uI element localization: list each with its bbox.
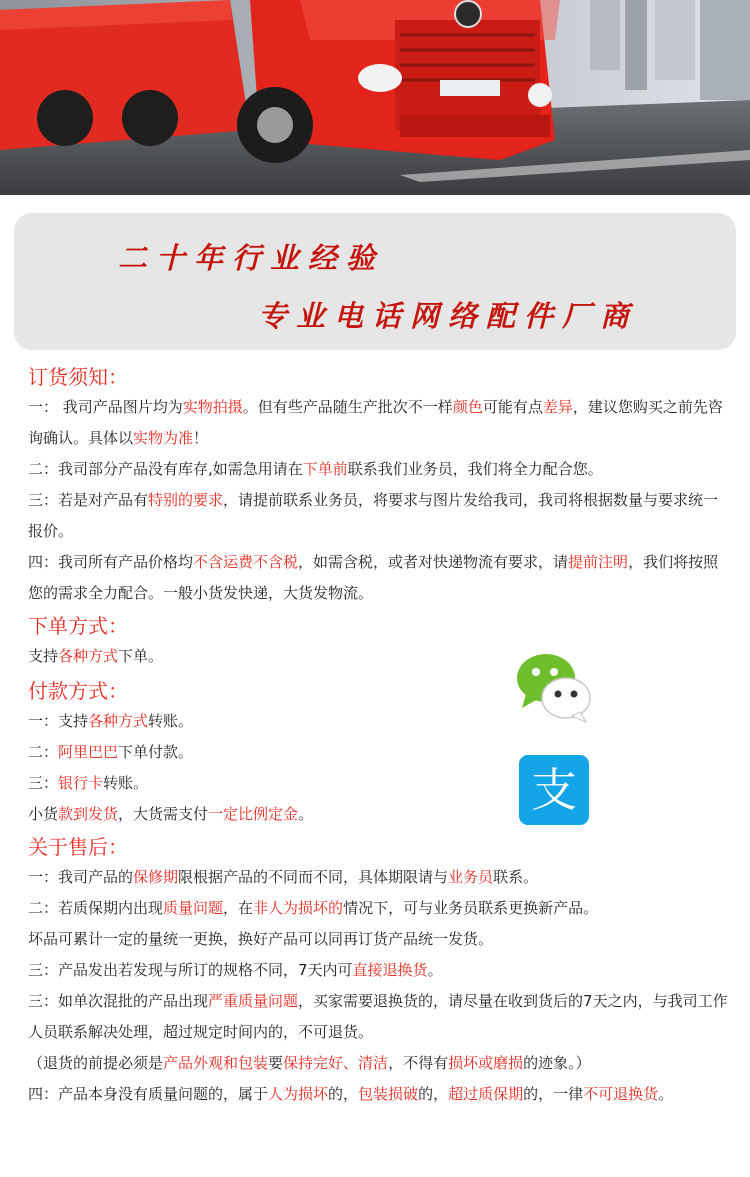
alipay-icon: 支: [519, 755, 589, 825]
order-notice-3: 三：若是对产品有特别的要求，请提前联系业务员，将要求与图片发给我司，我司将根据数量与要求统一报价。: [28, 491, 719, 540]
after-sales-1: 一：我司产品的保修期限根据产品的不同而不同，具体期限请与业务员联系。: [28, 868, 539, 886]
truck-illustration: [0, 0, 750, 195]
payment-method-3: 三：银行卡转账。: [28, 774, 149, 792]
order-notice-4: 四：我司所有产品价格均不含运费不含税，如需含税，或者对快递物流有要求，请提前注明，我们将按照您的需求全力配合。一般小货发快递，大货发物流。: [28, 553, 719, 602]
after-sales-7: 四：产品本身没有质量问题的，属于人为损坏的，包装损破的，超过质保期的，一律不可退换货。: [28, 1085, 674, 1103]
ordering-method-1: 支持各种方式下单。: [28, 647, 164, 665]
order-notice-1: 一： 我司产品图片均为实物拍摄。但有些产品随生产批次不一样颜色可能有点差异，建议您购买之前先咨询确认。具体以实物为准！: [28, 398, 723, 447]
after-sales-3: 坏品可累计一定的量统一更换，换好产品可以同再订货产品统一发货。: [28, 930, 494, 948]
heading-ordering-method: 下单方式：: [28, 614, 128, 638]
payment-method-4: 小货款到发货，大货需支付一定比例定金。: [28, 805, 314, 823]
after-sales-4: 三：产品发出若发现与所订的规格不同，7天内可直接退换货。: [28, 961, 443, 979]
heading-order-notice: 订货须知：: [28, 365, 128, 389]
heading-payment-method: 付款方式：: [28, 679, 128, 703]
after-sales-5: 三：如单次混批的产品出现严重质量问题，买家需要退换货的，请尽量在收到货后的7天之内，与我司工作人员联系解决处理，超过规定时间内的，不可退货。: [28, 992, 728, 1041]
hero-truck-image: [0, 0, 750, 195]
payment-method-1: 一：支持各种方式转账。: [28, 712, 194, 730]
after-sales-6: （退货的前提必须是产品外观和包装要保持完好、清洁，不得有损坏或磨损的迹象。）: [28, 1054, 591, 1072]
heading-after-sales: 关于售后：: [28, 835, 128, 859]
order-notice-2: 二：我司部分产品没有库存,如需急用请在下单前联系我们业务员，我们将全力配合您。: [28, 460, 603, 478]
payment-method-2: 二：阿里巴巴下单付款。: [28, 743, 194, 761]
notice-content: [28, 362, 728, 1110]
slogan-manufacturer: 专业电话网络配件厂商: [258, 299, 639, 333]
slogan-experience: 二十年行业经验: [118, 241, 385, 275]
after-sales-2: 二：若质保期内出现质量问题，在非人为损坏的情况下，可与业务员联系更换新产品。: [28, 899, 599, 917]
